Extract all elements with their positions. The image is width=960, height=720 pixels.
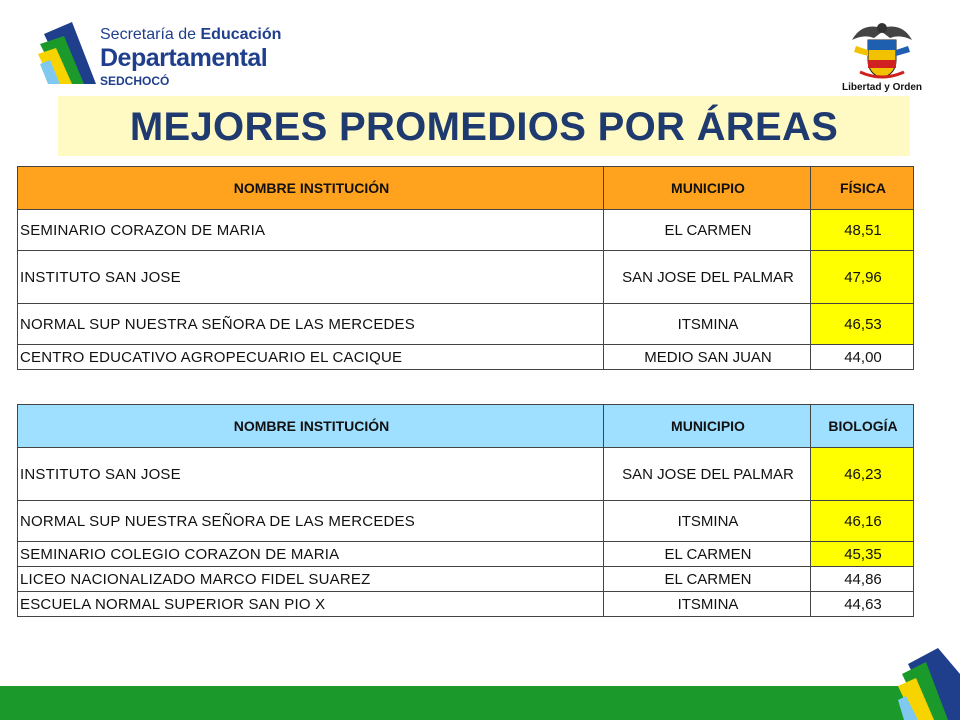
crest-motto: Libertad y Orden	[842, 82, 923, 93]
institution-cell: LICEO NACIONALIZADO MARCO FIDEL SUAREZ	[18, 567, 604, 592]
score-cell: 46,23	[811, 448, 914, 501]
table-row	[18, 542, 914, 567]
sedchoco-logo	[38, 14, 282, 88]
header-institution: NOMBRE INSTITUCIÓN	[18, 405, 604, 448]
score-cell: 44,63	[811, 592, 914, 617]
table-row	[18, 304, 914, 345]
score-cell: 46,53	[811, 304, 914, 345]
logo-line-1: Secretaría de Educación	[100, 26, 282, 43]
logo-stripes-icon	[38, 14, 102, 88]
municipality-cell: SAN JOSE DEL PALMAR	[604, 448, 811, 501]
institution-cell: SEMINARIO COLEGIO CORAZON DE MARIA	[18, 542, 604, 567]
physics-table	[17, 166, 914, 370]
municipality-cell: MEDIO SAN JUAN	[604, 345, 811, 370]
institution-cell: SEMINARIO CORAZON DE MARIA	[18, 210, 604, 251]
table-row	[18, 210, 914, 251]
table-row	[18, 448, 914, 501]
bottom-bar	[0, 686, 960, 720]
header-physics: FÍSICA	[811, 167, 914, 210]
score-cell: 47,96	[811, 251, 914, 304]
municipality-cell: ITSMINA	[604, 304, 811, 345]
table-header-row	[18, 405, 914, 448]
score-cell: 46,16	[811, 501, 914, 542]
municipality-cell: EL CARMEN	[604, 567, 811, 592]
institution-cell: NORMAL SUP NUESTRA SEÑORA DE LAS MERCEDES	[18, 501, 604, 542]
municipality-cell: SAN JOSE DEL PALMAR	[604, 251, 811, 304]
municipality-cell: EL CARMEN	[604, 542, 811, 567]
table-row	[18, 592, 914, 617]
municipality-cell: ITSMINA	[604, 501, 811, 542]
biology-table	[17, 404, 914, 617]
municipality-cell: ITSMINA	[604, 592, 811, 617]
table-row	[18, 345, 914, 370]
score-cell: 44,00	[811, 345, 914, 370]
institution-cell: ESCUELA NORMAL SUPERIOR SAN PIO X	[18, 592, 604, 617]
table-row	[18, 501, 914, 542]
header-municipality: MUNICIPIO	[604, 167, 811, 210]
page-title: MEJORES PROMEDIOS POR ÁREAS	[129, 105, 839, 149]
table-row	[18, 567, 914, 592]
title-band	[58, 96, 910, 156]
header-municipality: MUNICIPIO	[604, 405, 811, 448]
score-cell: 45,35	[811, 542, 914, 567]
coat-of-arms	[842, 20, 922, 102]
logo-line-3: SEDCHOCÓ	[100, 74, 170, 88]
coat-of-arms-icon	[842, 20, 922, 82]
institution-cell: INSTITUTO SAN JOSE	[18, 251, 604, 304]
logo-line-2: Departamental	[100, 44, 268, 72]
corner-stripes-icon	[898, 644, 960, 720]
institution-cell: CENTRO EDUCATIVO AGROPECUARIO EL CACIQUE	[18, 345, 604, 370]
header-biology: BIOLOGÍA	[811, 405, 914, 448]
table-header-row	[18, 167, 914, 210]
header-institution: NOMBRE INSTITUCIÓN	[18, 167, 604, 210]
municipality-cell: EL CARMEN	[604, 210, 811, 251]
score-cell: 44,86	[811, 567, 914, 592]
score-cell: 48,51	[811, 210, 914, 251]
institution-cell: INSTITUTO SAN JOSE	[18, 448, 604, 501]
institution-cell: NORMAL SUP NUESTRA SEÑORA DE LAS MERCEDES	[18, 304, 604, 345]
table-row	[18, 251, 914, 304]
